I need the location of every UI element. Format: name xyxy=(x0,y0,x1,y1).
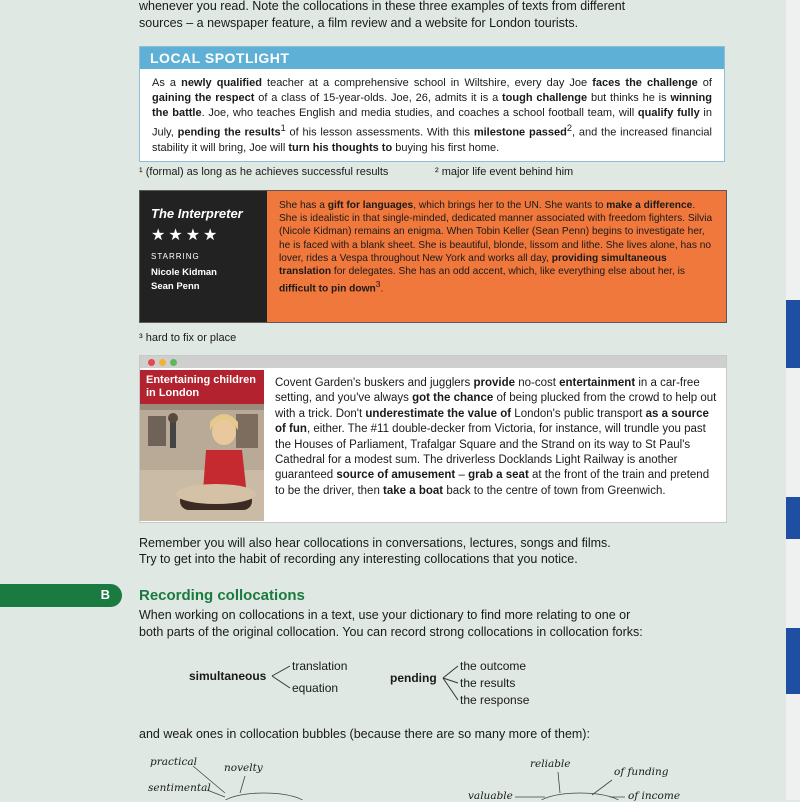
website-body: Covent Garden's buskers and jugglers provide no-cost entertainment in a car-free setting, and you've always got the chance of being plucked from the crowd to help out with a trick. Don't underestimate the value of London's public transport as a source of fun, either. The #11 double-decker from Victoria, for instance, will trundle you past the Houses of Parliament, Trafalgar Square and the Strand on its way to St Paul's Cathedral for a modest sum. The driverless Docklands Light Railway is another guaranteed source of amusement – grab a seat at the front of the train and pretend to be the driver, then take a boat back to the centre of town from Greenwich. xyxy=(275,377,717,497)
bubble-word: reliable xyxy=(530,758,571,770)
footnote: ³ hard to fix or place xyxy=(139,332,237,344)
spotlight-body: As a newly qualified teacher at a comprehensive school in Wiltshire, every day Joe faces the challenge of gaining the respect of a class of 15-year-olds. Joe, 26, admits it is a tough challenge but thinks he is winning the battle. Joe, who teaches English and media studies, and coaches a school football team, will qualify fully in July, pending the results$^1$ of his lesson assessments. With this milestone passed$^2$, and the increased financial stability it will bring, Joe will turn his thoughts to buying his first home. xyxy=(152,77,712,154)
film-title: The Interpreter xyxy=(151,206,243,221)
starring-label: STARRING xyxy=(151,252,200,261)
review-body: She has a gift for languages, which brings her to the UN. She wants to make a difference. She is idealistic in that single-minded, dedicated manner associated with freedom fighters. Silvia (Nicole Kidman) remains an enigma. When Tobin Keller (Sean Penn) begins to investigate her, he is faced with a blank sheet. She is beautiful, blonde, lissom and lithe. She lives alone, has no lover, rides a Vespa throughout New York and works all day, providing simultaneous translation for delegates. She has an odd accent, which, like everything else about her, is difficult to pin down$^3$. xyxy=(279,200,713,295)
bubble-word: novelty xyxy=(224,762,263,774)
spotlight-heading: LOCAL SPOTLIGHT xyxy=(140,47,724,69)
bubble-word: sentimental xyxy=(148,782,211,794)
section-letter: B xyxy=(100,587,110,602)
intro-line: whenever you read. Note the collocations in these three examples of texts from different xyxy=(139,0,626,13)
section-text: When working on collocations in a text, use your dictionary to find more relating to one or xyxy=(139,608,631,622)
bubble-word: valuable xyxy=(468,790,513,802)
star-rating: ★★★★ xyxy=(151,227,221,244)
bubble-word: practical xyxy=(150,756,197,768)
fork-head: pending xyxy=(390,671,437,685)
intro-line: sources – a newspaper feature, a film review and a website for London tourists. xyxy=(139,16,579,30)
fork-item: equation xyxy=(292,681,339,695)
section-heading: Recording collocations xyxy=(139,587,305,604)
website-caption: Entertaining children in London xyxy=(140,370,264,404)
footnote: ¹ (formal) as long as he achieves successful results xyxy=(139,166,389,178)
actor-name: Nicole Kidman xyxy=(151,267,217,278)
actor-name: Sean Penn xyxy=(151,281,200,292)
bubble-word: of funding xyxy=(614,766,669,778)
bubbles-intro: and weak ones in collocation bubbles (because there are so many more of them): xyxy=(139,727,590,741)
fork-head: simultaneous xyxy=(189,669,267,683)
fork-item: the outcome xyxy=(460,659,527,673)
remember-line: Remember you will also hear collocations in conversations, lectures, songs and films. xyxy=(139,536,611,550)
fork-item: translation xyxy=(292,659,348,673)
footnote: ² major life event behind him xyxy=(435,166,574,178)
fork-item: the results xyxy=(460,676,516,690)
section-text: both parts of the original collocation. You can record strong collocations in collocation forks: xyxy=(139,625,643,639)
remember-line: Try to get into the habit of recording any interesting collocations that you notice. xyxy=(139,552,578,566)
bubble-word: of income xyxy=(628,790,681,802)
fork-item: the response xyxy=(460,693,530,707)
